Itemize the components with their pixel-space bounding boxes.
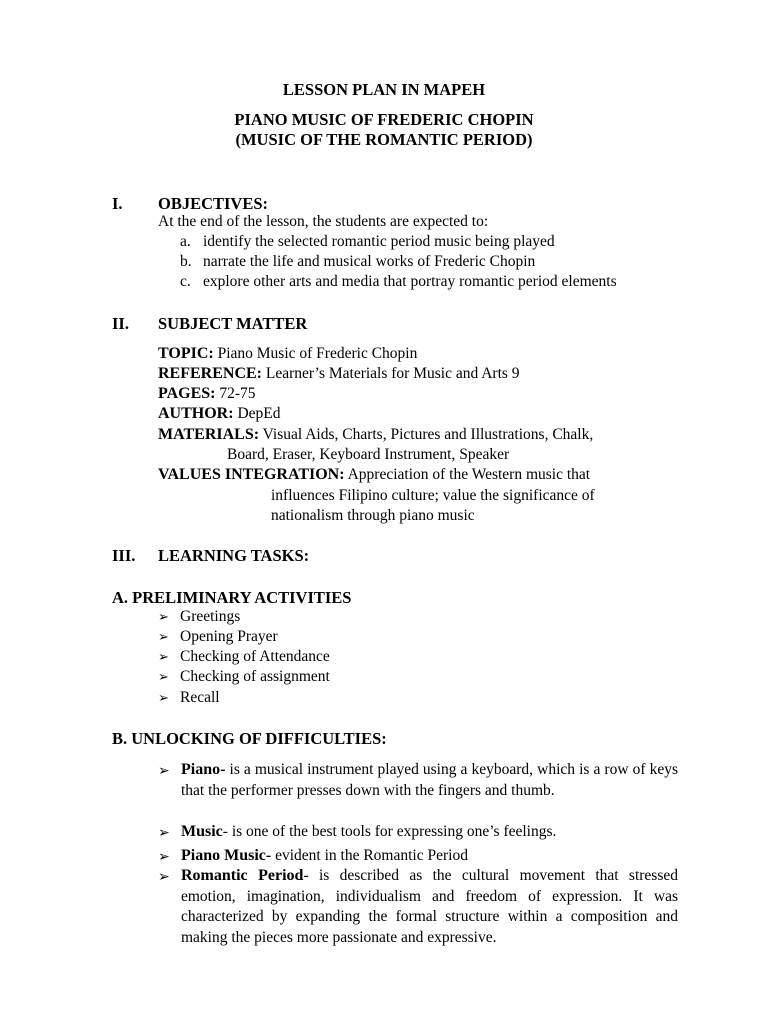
materials-continued: Board, Eraser, Keyboard Instrument, Speaker <box>227 446 510 463</box>
arrow-bullet-icon: ➢ <box>158 649 169 664</box>
section-numeral-learning-tasks: III. <box>112 546 136 565</box>
list-item: ➢ Opening Prayer <box>158 628 278 645</box>
pages-label: PAGES: <box>158 385 216 402</box>
values-value: Appreciation of the Western music that <box>347 466 591 483</box>
materials-line <box>158 426 593 444</box>
objectives-intro: At the end of the lesson, the students are expected to: <box>158 213 489 230</box>
objective-text: narrate the life and musical works of Frederic Chopin <box>203 253 536 270</box>
arrow-bullet-icon: ➢ <box>158 764 170 779</box>
section-heading-subject-matter: SUBJECT MATTER <box>158 314 308 333</box>
author-value: DepEd <box>237 405 281 422</box>
definition-item <box>181 822 678 843</box>
section-heading-learning-tasks: LEARNING TASKS: <box>158 546 310 565</box>
arrow-bullet-icon: ➢ <box>158 870 170 885</box>
definition-item <box>181 846 678 867</box>
pages-value: 72-75 <box>219 385 256 402</box>
objective-text: identify the selected romantic period music being played <box>203 233 555 250</box>
reference-label: REFERENCE: <box>158 365 263 382</box>
definition-item <box>181 760 678 801</box>
values-continued: influences Filipino culture; value the significance of <box>271 487 595 504</box>
definition-term: Romantic Period <box>181 867 304 884</box>
arrow-bullet-icon: ➢ <box>158 669 169 684</box>
topic-label: TOPIC: <box>158 345 214 362</box>
list-item: ➢ Checking of assignment <box>158 668 330 685</box>
list-item: ➢ Recall <box>158 689 220 706</box>
arrow-bullet-icon: ➢ <box>158 826 170 841</box>
author-label: AUTHOR: <box>158 405 234 422</box>
arrow-bullet-icon: ➢ <box>158 690 169 705</box>
values-continued: nationalism through piano music <box>271 507 475 524</box>
author-line <box>158 405 280 423</box>
objective-letter: c. <box>180 273 191 290</box>
definition-item <box>181 866 678 948</box>
objective-text: explore other arts and media that portray romantic period elements <box>203 273 617 290</box>
arrow-bullet-icon: ➢ <box>158 609 169 624</box>
document-title: LESSON PLAN IN MAPEH <box>282 80 486 99</box>
list-item: ➢ Checking of Attendance <box>158 648 330 665</box>
document-subtitle: PIANO MUSIC OF FREDERIC CHOPIN <box>234 110 534 129</box>
reference-value: Learner’s Materials for Music and Arts 9 <box>265 365 520 382</box>
definition-text: - is one of the best tools for expressing one’s feelings. <box>222 823 557 840</box>
list-item: ➢ Greetings <box>158 608 241 625</box>
subsection-heading-unlocking: B. UNLOCKING OF DIFFICULTIES: <box>112 729 387 748</box>
values-label: VALUES INTEGRATION: <box>158 466 345 483</box>
arrow-bullet-icon: ➢ <box>158 850 170 865</box>
definition-text: - is described as the cultural movement that stressed emotion, imagination, individualism and freedom of expression. It was characterized by expanding the formal structure within a composition and making the pieces more passionate and expressive. <box>181 867 678 946</box>
reference-line <box>158 365 520 383</box>
definition-term: Piano Music- <box>181 847 272 864</box>
materials-label: MATERIALS: <box>158 426 260 443</box>
topic-line <box>158 345 417 363</box>
values-line <box>158 466 590 484</box>
definition-term: Music <box>181 823 223 840</box>
definition-text: evident in the Romantic Period <box>271 847 468 864</box>
arrow-bullet-icon: ➢ <box>158 629 169 644</box>
materials-value: Visual Aids, Charts, Pictures and Illustrations, Chalk, <box>262 426 594 443</box>
definition-text: is a musical instrument played using a keyboard, which is a row of keys that the performer presses down with the fingers and thumb. <box>181 761 678 799</box>
objective-letter: a. <box>180 233 191 250</box>
section-numeral-objectives: I. <box>112 194 123 213</box>
topic-value: Piano Music of Frederic Chopin <box>217 345 418 362</box>
pages-line <box>158 385 256 403</box>
document-subtitle-period: (MUSIC OF THE ROMANTIC PERIOD) <box>235 130 533 149</box>
section-heading-objectives: OBJECTIVES: <box>158 194 269 213</box>
definition-term: Piano- <box>181 761 226 778</box>
subsection-heading-preliminary: A. PRELIMINARY ACTIVITIES <box>112 588 352 607</box>
objective-letter: b. <box>180 253 192 270</box>
section-numeral-subject-matter: II. <box>112 314 129 333</box>
